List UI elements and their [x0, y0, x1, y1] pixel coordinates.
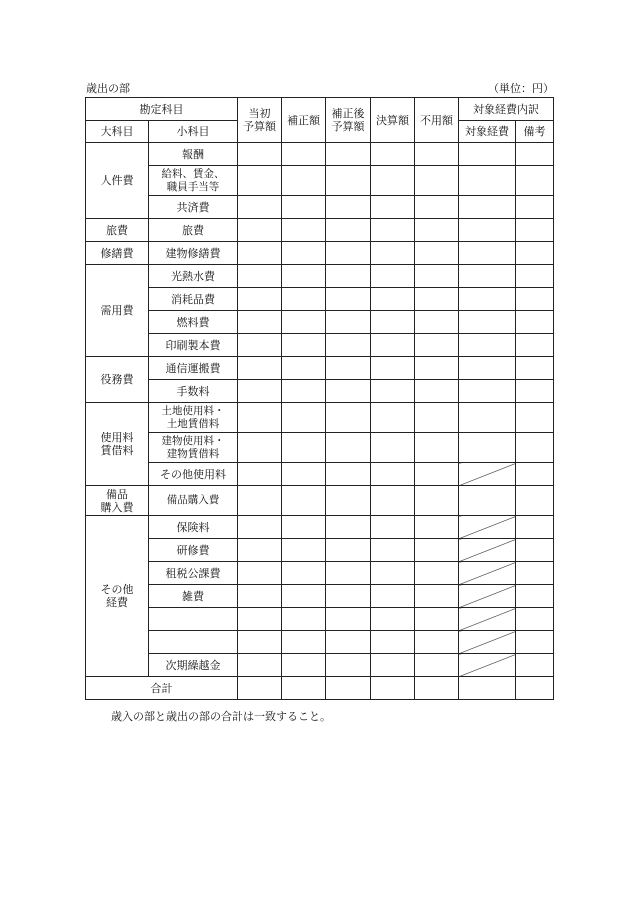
group-repair: 修繕費 — [86, 242, 149, 265]
item-blank1 — [149, 608, 238, 631]
settlement-cell[interactable] — [371, 166, 415, 196]
table-row — [86, 463, 554, 486]
item-insurance: 保険料 — [149, 516, 238, 539]
settlement-cell[interactable] — [371, 219, 415, 242]
initial-budget-cell[interactable] — [238, 539, 282, 562]
total-initial-budget-cell[interactable] — [238, 677, 282, 700]
settlement-cell[interactable] — [371, 143, 415, 166]
unused-cell[interactable] — [415, 357, 459, 380]
remarks-cell[interactable] — [516, 143, 554, 166]
unused-cell[interactable] — [415, 433, 459, 463]
item-building-rent: 建物使用料・ 建物賃借料 — [149, 433, 238, 463]
item-land-rent: 土地使用料・ 土地賃借料 — [149, 403, 238, 433]
target-expense-cell[interactable] — [459, 288, 516, 311]
table-row — [86, 516, 554, 539]
settlement-cell[interactable] — [371, 539, 415, 562]
revised-budget-cell[interactable] — [326, 143, 371, 166]
supplement-cell[interactable] — [282, 242, 326, 265]
group-personnel: 人件費 — [86, 143, 149, 219]
table-row — [86, 143, 554, 166]
table-row — [86, 311, 554, 334]
group-rent: 使用料 賃借料 — [86, 403, 149, 486]
header-supplement: 補正額 — [282, 98, 326, 143]
supplement-cell[interactable] — [282, 539, 326, 562]
target-expense-cell[interactable] — [459, 242, 516, 265]
supplement-cell[interactable] — [282, 143, 326, 166]
remarks-cell[interactable] — [516, 357, 554, 380]
revised-budget-cell[interactable] — [326, 311, 371, 334]
settlement-cell[interactable] — [371, 463, 415, 486]
unused-cell[interactable] — [415, 608, 459, 631]
table-row — [86, 562, 554, 585]
header-target-expense: 対象経費 — [459, 121, 516, 143]
table-row — [86, 433, 554, 463]
revised-budget-cell[interactable] — [326, 166, 371, 196]
table-row — [86, 486, 554, 516]
total-target-expense-cell[interactable] — [459, 677, 516, 700]
unused-cell[interactable] — [415, 242, 459, 265]
expenditure-table — [85, 97, 554, 700]
revised-budget-cell[interactable] — [326, 562, 371, 585]
unused-cell[interactable] — [415, 539, 459, 562]
footnote: 歳入の部と歳出の部の合計は一致すること。 — [111, 710, 331, 723]
initial-budget-cell[interactable] — [238, 357, 282, 380]
remarks-cell[interactable] — [516, 463, 554, 486]
total-unused-cell[interactable] — [415, 677, 459, 700]
initial-budget-cell[interactable] — [238, 585, 282, 608]
total-label: 合計 — [86, 677, 238, 700]
target-expense-cell[interactable] — [459, 403, 516, 433]
item-printing: 印刷製本費 — [149, 334, 238, 357]
supplement-cell[interactable] — [282, 516, 326, 539]
table-row — [86, 539, 554, 562]
target-expense-cell[interactable] — [459, 585, 516, 608]
table-row — [86, 242, 554, 265]
settlement-cell[interactable] — [371, 608, 415, 631]
group-service: 役務費 — [86, 357, 149, 403]
remarks-cell[interactable] — [516, 654, 554, 677]
remarks-cell[interactable] — [516, 608, 554, 631]
remarks-cell[interactable] — [516, 380, 554, 403]
revised-budget-cell[interactable] — [326, 539, 371, 562]
item-misc: 雑費 — [149, 585, 238, 608]
supplement-cell[interactable] — [282, 585, 326, 608]
header-minor-subject: 小科目 — [149, 121, 238, 143]
remarks-cell[interactable] — [516, 242, 554, 265]
target-expense-cell[interactable] — [459, 311, 516, 334]
target-expense-cell[interactable] — [459, 219, 516, 242]
remarks-cell[interactable] — [516, 196, 554, 219]
item-building-repair: 建物修繕費 — [149, 242, 238, 265]
settlement-cell[interactable] — [371, 433, 415, 463]
revised-budget-cell[interactable] — [326, 403, 371, 433]
settlement-cell[interactable] — [371, 334, 415, 357]
table-row — [86, 166, 554, 196]
revised-budget-cell[interactable] — [326, 196, 371, 219]
unused-cell[interactable] — [415, 166, 459, 196]
target-expense-cell[interactable] — [459, 539, 516, 562]
header-remarks: 備考 — [516, 121, 554, 143]
item-taxes: 租税公課費 — [149, 562, 238, 585]
settlement-cell[interactable] — [371, 265, 415, 288]
table-row — [86, 219, 554, 242]
total-row — [86, 677, 554, 700]
header-row-1 — [86, 98, 554, 121]
table-row — [86, 380, 554, 403]
unused-cell[interactable] — [415, 334, 459, 357]
supplement-cell[interactable] — [282, 196, 326, 219]
unused-cell[interactable] — [415, 631, 459, 654]
item-training: 研修費 — [149, 539, 238, 562]
total-supplement-cell[interactable] — [282, 677, 326, 700]
supplement-cell[interactable] — [282, 311, 326, 334]
item-remuneration: 報酬 — [149, 143, 238, 166]
revised-budget-cell[interactable] — [326, 380, 371, 403]
settlement-cell[interactable] — [371, 403, 415, 433]
remarks-cell[interactable] — [516, 288, 554, 311]
supplement-cell[interactable] — [282, 463, 326, 486]
target-expense-cell[interactable] — [459, 380, 516, 403]
target-expense-cell[interactable] — [459, 608, 516, 631]
initial-budget-cell[interactable] — [238, 486, 282, 516]
initial-budget-cell[interactable] — [238, 288, 282, 311]
target-expense-cell[interactable] — [459, 516, 516, 539]
settlement-cell[interactable] — [371, 516, 415, 539]
settlement-cell[interactable] — [371, 242, 415, 265]
supplement-cell[interactable] — [282, 166, 326, 196]
revised-budget-cell[interactable] — [326, 219, 371, 242]
target-expense-cell[interactable] — [459, 433, 516, 463]
remarks-cell[interactable] — [516, 516, 554, 539]
item-travel: 旅費 — [149, 219, 238, 242]
header-major-subject: 大科目 — [86, 121, 149, 143]
item-other-rent: その他使用料 — [149, 463, 238, 486]
remarks-cell[interactable] — [516, 562, 554, 585]
initial-budget-cell[interactable] — [238, 463, 282, 486]
settlement-cell[interactable] — [371, 288, 415, 311]
unused-cell[interactable] — [415, 196, 459, 219]
settlement-cell[interactable] — [371, 486, 415, 516]
table-row — [86, 334, 554, 357]
supplement-cell[interactable] — [282, 380, 326, 403]
item-utilities: 光熱水費 — [149, 265, 238, 288]
settlement-cell[interactable] — [371, 380, 415, 403]
table-row — [86, 631, 554, 654]
unused-cell[interactable] — [415, 265, 459, 288]
revised-budget-cell[interactable] — [326, 265, 371, 288]
supplement-cell[interactable] — [282, 433, 326, 463]
target-expense-cell[interactable] — [459, 654, 516, 677]
unused-cell[interactable] — [415, 219, 459, 242]
table-row — [86, 403, 554, 433]
unit-label: （単位：円） — [488, 82, 554, 95]
revised-budget-cell[interactable] — [326, 334, 371, 357]
revised-budget-cell[interactable] — [326, 463, 371, 486]
item-consumables: 消耗品費 — [149, 288, 238, 311]
initial-budget-cell[interactable] — [238, 219, 282, 242]
initial-budget-cell[interactable] — [238, 143, 282, 166]
remarks-cell[interactable] — [516, 166, 554, 196]
table-row — [86, 288, 554, 311]
remarks-cell[interactable] — [516, 219, 554, 242]
unused-cell[interactable] — [415, 311, 459, 334]
item-equipment-purchase: 備品購入費 — [149, 486, 238, 516]
target-expense-cell[interactable] — [459, 265, 516, 288]
initial-budget-cell[interactable] — [238, 433, 282, 463]
settlement-cell[interactable] — [371, 311, 415, 334]
initial-budget-cell[interactable] — [238, 516, 282, 539]
initial-budget-cell[interactable] — [238, 380, 282, 403]
remarks-cell[interactable] — [516, 334, 554, 357]
supplement-cell[interactable] — [282, 562, 326, 585]
settlement-cell[interactable] — [371, 585, 415, 608]
header-initial-budget: 当初 予算額 — [238, 98, 282, 143]
initial-budget-cell[interactable] — [238, 311, 282, 334]
unused-cell[interactable] — [415, 143, 459, 166]
initial-budget-cell[interactable] — [238, 608, 282, 631]
unused-cell[interactable] — [415, 288, 459, 311]
item-fuel: 燃料費 — [149, 311, 238, 334]
initial-budget-cell[interactable] — [238, 166, 282, 196]
unused-cell[interactable] — [415, 562, 459, 585]
header-account-subject: 勘定科目 — [86, 98, 238, 121]
revised-budget-cell[interactable] — [326, 357, 371, 380]
settlement-cell[interactable] — [371, 562, 415, 585]
table-row — [86, 265, 554, 288]
revised-budget-cell[interactable] — [326, 516, 371, 539]
remarks-cell[interactable] — [516, 265, 554, 288]
revised-budget-cell[interactable] — [326, 585, 371, 608]
supplement-cell[interactable] — [282, 288, 326, 311]
item-communication: 通信運搬費 — [149, 357, 238, 380]
initial-budget-cell[interactable] — [238, 196, 282, 219]
revised-budget-cell[interactable] — [326, 631, 371, 654]
item-fees: 手数料 — [149, 380, 238, 403]
target-expense-cell[interactable] — [459, 196, 516, 219]
target-expense-cell[interactable] — [459, 486, 516, 516]
group-other: その他 経費 — [86, 516, 149, 677]
table-row — [86, 654, 554, 677]
total-revised-budget-cell[interactable] — [326, 677, 371, 700]
supplement-cell[interactable] — [282, 219, 326, 242]
remarks-cell[interactable] — [516, 631, 554, 654]
initial-budget-cell[interactable] — [238, 334, 282, 357]
item-mutual-aid: 共済費 — [149, 196, 238, 219]
table-row — [86, 196, 554, 219]
target-expense-cell[interactable] — [459, 143, 516, 166]
initial-budget-cell[interactable] — [238, 562, 282, 585]
target-expense-cell[interactable] — [459, 463, 516, 486]
unused-cell[interactable] — [415, 463, 459, 486]
item-salary: 給料、賃金、 職員手当等 — [149, 166, 238, 196]
remarks-cell[interactable] — [516, 539, 554, 562]
remarks-cell[interactable] — [516, 311, 554, 334]
header-settlement: 決算額 — [371, 98, 415, 143]
target-expense-cell[interactable] — [459, 166, 516, 196]
target-expense-cell[interactable] — [459, 631, 516, 654]
supplement-cell[interactable] — [282, 357, 326, 380]
supplement-cell[interactable] — [282, 631, 326, 654]
total-settlement-cell[interactable] — [371, 677, 415, 700]
table-row — [86, 608, 554, 631]
unused-cell[interactable] — [415, 403, 459, 433]
item-blank2 — [149, 631, 238, 654]
unused-cell[interactable] — [415, 516, 459, 539]
supplement-cell[interactable] — [282, 608, 326, 631]
remarks-cell[interactable] — [516, 433, 554, 463]
settlement-cell[interactable] — [371, 654, 415, 677]
unused-cell[interactable] — [415, 486, 459, 516]
revised-budget-cell[interactable] — [326, 288, 371, 311]
settlement-cell[interactable] — [371, 357, 415, 380]
initial-budget-cell[interactable] — [238, 403, 282, 433]
target-expense-cell[interactable] — [459, 334, 516, 357]
initial-budget-cell[interactable] — [238, 631, 282, 654]
section-title: 歳出の部 — [86, 82, 130, 95]
revised-budget-cell[interactable] — [326, 242, 371, 265]
group-supplies: 需用費 — [86, 265, 149, 357]
unused-cell[interactable] — [415, 380, 459, 403]
item-carryover: 次期繰越金 — [149, 654, 238, 677]
settlement-cell[interactable] — [371, 631, 415, 654]
unused-cell[interactable] — [415, 585, 459, 608]
header-unused: 不用額 — [415, 98, 459, 143]
table-row — [86, 357, 554, 380]
target-expense-cell[interactable] — [459, 562, 516, 585]
header-revised-budget: 補正後 予算額 — [326, 98, 371, 143]
supplement-cell[interactable] — [282, 403, 326, 433]
supplement-cell[interactable] — [282, 334, 326, 357]
initial-budget-cell[interactable] — [238, 654, 282, 677]
revised-budget-cell[interactable] — [326, 486, 371, 516]
remarks-cell[interactable] — [516, 403, 554, 433]
revised-budget-cell[interactable] — [326, 654, 371, 677]
settlement-cell[interactable] — [371, 196, 415, 219]
remarks-cell[interactable] — [516, 486, 554, 516]
remarks-cell[interactable] — [516, 585, 554, 608]
initial-budget-cell[interactable] — [238, 265, 282, 288]
initial-budget-cell[interactable] — [238, 242, 282, 265]
header-target-breakdown: 対象経費内訳 — [459, 98, 554, 121]
revised-budget-cell[interactable] — [326, 608, 371, 631]
total-remarks-cell[interactable] — [516, 677, 554, 700]
group-travel: 旅費 — [86, 219, 149, 242]
supplement-cell[interactable] — [282, 265, 326, 288]
group-equipment: 備品 購入費 — [86, 486, 149, 516]
supplement-cell[interactable] — [282, 654, 326, 677]
revised-budget-cell[interactable] — [326, 433, 371, 463]
supplement-cell[interactable] — [282, 486, 326, 516]
table-row — [86, 585, 554, 608]
unused-cell[interactable] — [415, 654, 459, 677]
target-expense-cell[interactable] — [459, 357, 516, 380]
